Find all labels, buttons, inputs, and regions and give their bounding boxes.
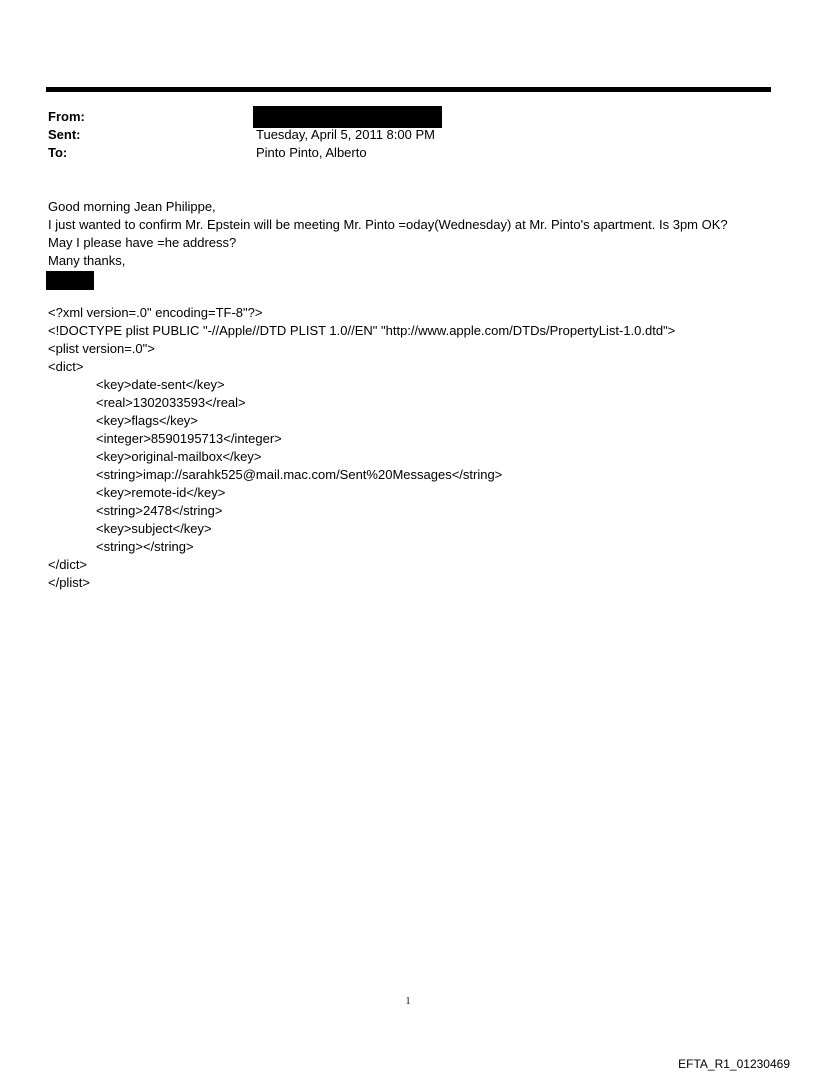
email-body [48, 198, 778, 270]
to-value: Pinto Pinto, Alberto [256, 145, 367, 160]
to-label: To: [48, 145, 68, 160]
xml-line: </dict> [48, 557, 88, 572]
body-line: Good morning Jean Philippe, [48, 199, 216, 214]
xml-line: <key>date-sent</key> [96, 377, 225, 392]
sent-value: Tuesday, April 5, 2011 8:00 PM [256, 127, 435, 142]
xml-line: <!DOCTYPE plist PUBLIC "-//Apple//DTD PLIST 1.0//EN" "http://www.apple.com/DTDs/PropertyList-1.0.dtd"> [48, 323, 676, 338]
xml-line: <integer>8590195713</integer> [96, 431, 282, 446]
xml-line: <string>2478</string> [96, 503, 223, 518]
xml-line: <?xml version=.0" encoding=TF-8"?> [48, 305, 263, 320]
xml-line: <dict> [48, 359, 84, 374]
xml-line: <key>flags</key> [96, 413, 198, 428]
body-line: May I please have =he address? [48, 235, 237, 250]
xml-line: </plist> [48, 575, 90, 590]
xml-line: <plist version=.0"> [48, 341, 155, 356]
xml-line: <real>1302033593</real> [96, 395, 246, 410]
xml-block [48, 304, 778, 592]
xml-line: <key>original-mailbox</key> [96, 449, 262, 464]
page-number: 1 [405, 996, 411, 1007]
sent-label: Sent: [48, 127, 81, 142]
from-label: From: [48, 109, 85, 124]
xml-line: <key>remote-id</key> [96, 485, 226, 500]
body-line: I just wanted to confirm Mr. Epstein will be meeting Mr. Pinto =oday(Wednesday) at Mr. Pinto's apartment. Is 3pm OK? [48, 217, 728, 232]
xml-line: <string></string> [96, 539, 194, 554]
from-redaction [253, 106, 442, 128]
xml-line: <key>subject</key> [96, 521, 212, 536]
header-rule [46, 87, 771, 92]
signature-redaction [46, 271, 94, 290]
document-id: EFTA_R1_01230469 [678, 1057, 790, 1071]
body-line: Many thanks, [48, 253, 126, 268]
xml-line: <string>imap://sarahk525@mail.mac.com/Sent%20Messages</string> [96, 467, 503, 482]
